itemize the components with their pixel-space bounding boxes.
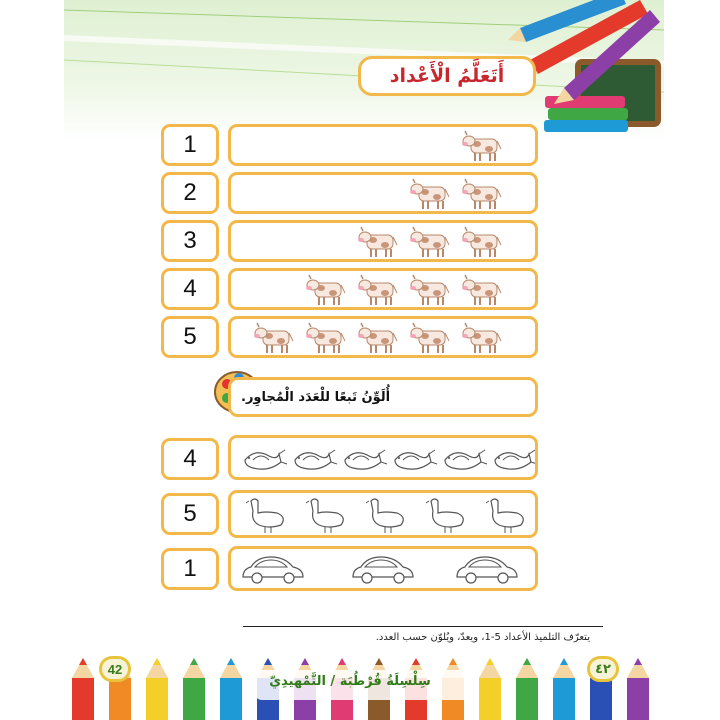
cow-icon xyxy=(462,275,501,305)
lesson-title-box xyxy=(358,56,536,96)
cow-row-4 xyxy=(228,268,538,310)
cow-icon xyxy=(358,227,397,257)
cow-icon xyxy=(462,323,501,353)
bird-group xyxy=(231,438,535,478)
cow-icon xyxy=(410,275,449,305)
page-number-left xyxy=(99,656,131,682)
goose-group xyxy=(231,493,535,535)
cow-group xyxy=(231,175,535,211)
car-row[interactable] xyxy=(228,546,538,591)
cow-group xyxy=(231,223,535,259)
lesson-title: أَتَعَلَّمُ الْأَعْداد xyxy=(389,65,505,87)
goose-outline-icon xyxy=(426,499,463,533)
bird-outline-icon xyxy=(295,450,337,469)
bird-outline-icon xyxy=(395,450,437,469)
cow-icon xyxy=(410,227,449,257)
cow-group xyxy=(231,319,535,355)
cow-icon xyxy=(254,323,293,353)
cow-group xyxy=(231,127,535,163)
bird-outline-icon xyxy=(445,450,487,469)
number-box-birds xyxy=(161,438,219,480)
footnote-text: يتعرّف التلميذ الأعداد 5-1، ويعدّ، ويُلوّن حسب العدد. xyxy=(375,632,590,643)
pencil-icon xyxy=(516,658,538,720)
cow-icon xyxy=(306,323,345,353)
footnote-rule xyxy=(243,626,603,627)
bird-outline-icon xyxy=(345,450,387,469)
number-label: 3 xyxy=(183,227,197,254)
cow-row-2 xyxy=(228,172,538,214)
cow-icon xyxy=(410,179,449,209)
car-outline-icon xyxy=(243,557,303,583)
goose-outline-icon xyxy=(486,499,523,533)
car-outline-icon xyxy=(457,557,517,583)
pencil-icon xyxy=(183,658,205,720)
cow-icon xyxy=(462,131,501,161)
number-label: 1 xyxy=(183,131,197,158)
number-label: 4 xyxy=(183,275,197,302)
bird-row[interactable] xyxy=(228,435,538,480)
number-label: 5 xyxy=(183,500,197,527)
cow-icon xyxy=(358,323,397,353)
series-name: سِلْسِلَةُ قُرْطُبَة / التَّمْهيدِيّ xyxy=(269,673,431,689)
pencil-icon xyxy=(553,658,575,720)
number-box-2 xyxy=(161,172,219,214)
pencil-icon xyxy=(146,658,168,720)
pencil-icon xyxy=(72,658,94,720)
number-box-cars xyxy=(161,548,219,590)
number-label: 5 xyxy=(183,323,197,350)
goose-outline-icon xyxy=(366,499,403,533)
cow-group xyxy=(231,271,535,307)
cow-icon xyxy=(462,179,501,209)
instruction-text: أُلَوِّنُ تَبعًا للْعَدَد الْمُجاوِر. xyxy=(241,389,391,405)
cow-icon xyxy=(306,275,345,305)
car-outline-icon xyxy=(353,557,413,583)
cow-row-5 xyxy=(228,316,538,358)
bird-outline-icon xyxy=(245,450,287,469)
cow-row-1 xyxy=(228,124,538,166)
page-number-right xyxy=(587,656,619,682)
cow-row-3 xyxy=(228,220,538,262)
bird-outline-icon xyxy=(495,450,535,469)
instruction-box xyxy=(228,377,538,417)
number-label: 2 xyxy=(183,179,197,206)
cow-icon xyxy=(410,323,449,353)
number-box-3 xyxy=(161,220,219,262)
number-label: 1 xyxy=(183,555,197,582)
car-group xyxy=(231,549,535,589)
number-box-1 xyxy=(161,124,219,166)
pencil-icon xyxy=(220,658,242,720)
goose-row[interactable] xyxy=(228,490,538,538)
pencil-icon xyxy=(479,658,501,720)
number-label: 4 xyxy=(183,445,197,472)
number-box-geese xyxy=(161,493,219,535)
cow-icon xyxy=(462,227,501,257)
goose-outline-icon xyxy=(306,499,343,533)
page-number-label: 42 xyxy=(107,661,123,677)
goose-outline-icon xyxy=(246,499,283,533)
pencil-icon xyxy=(627,658,649,720)
page-number-label: ٤٢ xyxy=(595,661,611,677)
cow-icon xyxy=(358,275,397,305)
number-box-4 xyxy=(161,268,219,310)
number-box-5 xyxy=(161,316,219,358)
